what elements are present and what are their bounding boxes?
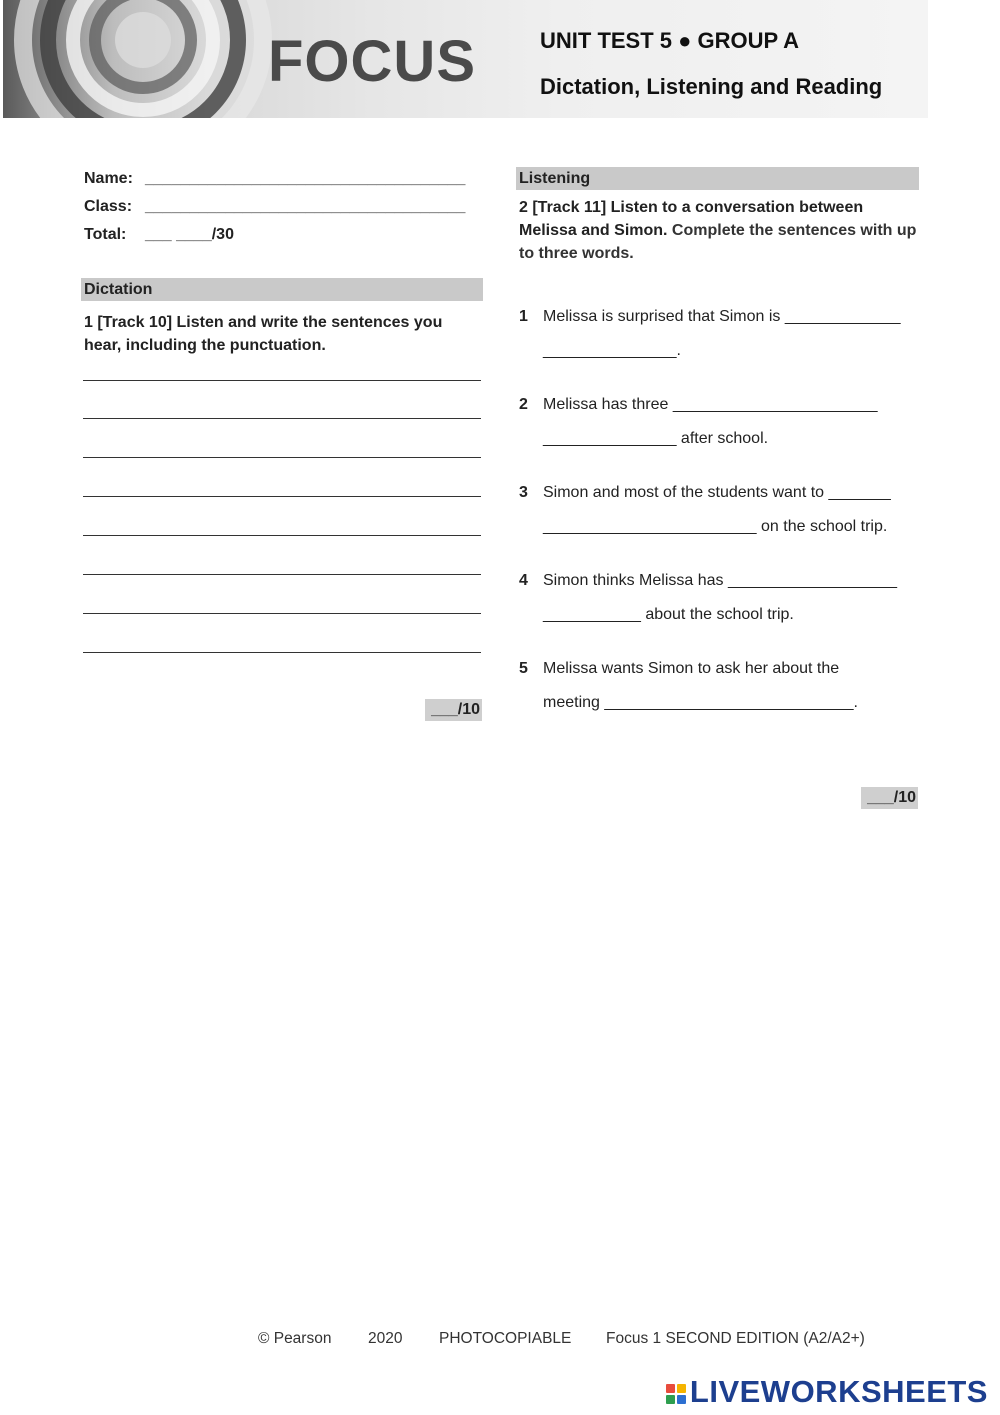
question-text-cont[interactable]: _______________ after school.: [543, 430, 769, 447]
dictation-answer-line[interactable]: [83, 652, 481, 653]
dictation-instruction: 1 [Track 10] Listen and write the sentences you hear, including the punctuation.: [84, 314, 443, 354]
total-field[interactable]: ___ ____/30: [145, 226, 234, 243]
question-number: 1: [519, 308, 528, 325]
question-text-cont[interactable]: ___________ about the school trip.: [543, 606, 794, 623]
question-number: 3: [519, 484, 528, 501]
listening-heading: Listening: [516, 167, 919, 190]
listening-instruction-rest: Complete the sentences with up to three words.: [519, 222, 917, 262]
liveworksheets-text: LIVEWORKSHEETS: [689, 1374, 988, 1409]
question-number: 5: [519, 660, 528, 677]
brand-logo: FOCUS: [268, 29, 476, 94]
unit-title: UNIT TEST 5 ● GROUP A: [540, 28, 799, 53]
footer-photocopiable: PHOTOCOPIABLE: [439, 1330, 572, 1347]
liveworksheets-logo-icon: [666, 1384, 686, 1404]
listening-instruction: [519, 196, 917, 265]
liveworksheets-watermark: [666, 1374, 988, 1410]
question-text[interactable]: Melissa is surprised that Simon is _____________: [543, 308, 901, 325]
footer-year: 2020: [368, 1330, 403, 1347]
dictation-answer-line[interactable]: [83, 457, 481, 458]
question-text[interactable]: Melissa has three _______________________: [543, 396, 878, 413]
footer-copyright: © Pearson: [258, 1330, 332, 1347]
dictation-answer-line[interactable]: [83, 613, 481, 614]
total-label: Total:: [84, 226, 127, 243]
question-number: 2: [519, 396, 528, 413]
footer-edition: Focus 1 SECOND EDITION (A2/A2+): [606, 1330, 865, 1347]
dictation-score[interactable]: ___/10: [425, 699, 482, 721]
dictation-answer-line[interactable]: [83, 496, 481, 497]
name-label: Name:: [84, 170, 133, 187]
name-field[interactable]: ____________________________________: [145, 170, 466, 187]
question-number: 4: [519, 572, 528, 589]
listening-score[interactable]: ___/10: [861, 787, 918, 809]
question-text: Melissa wants Simon to ask her about the: [543, 660, 840, 677]
dictation-answer-line[interactable]: [83, 380, 481, 381]
dictation-heading: Dictation: [81, 278, 483, 301]
dictation-answer-line[interactable]: [83, 418, 481, 419]
question-text-cont[interactable]: _______________.: [543, 342, 681, 359]
question-text[interactable]: Simon and most of the students want to _______: [543, 484, 891, 501]
unit-subtitle: Dictation, Listening and Reading: [540, 74, 883, 99]
dictation-answer-line[interactable]: [83, 574, 481, 575]
listening-instruction-bold: 2 [Track 11] Listen to a conversation between Melissa and Simon.: [519, 199, 864, 239]
class-label: Class:: [84, 198, 133, 215]
question-text-cont[interactable]: ________________________ on the school trip.: [543, 518, 888, 535]
class-field[interactable]: ____________________________________: [145, 198, 466, 215]
swirl-graphic: [13, 0, 273, 118]
question-text-cont[interactable]: meeting ____________________________.: [543, 694, 858, 711]
dictation-answer-line[interactable]: [83, 535, 481, 536]
question-text[interactable]: Simon thinks Melissa has ___________________: [543, 572, 898, 589]
